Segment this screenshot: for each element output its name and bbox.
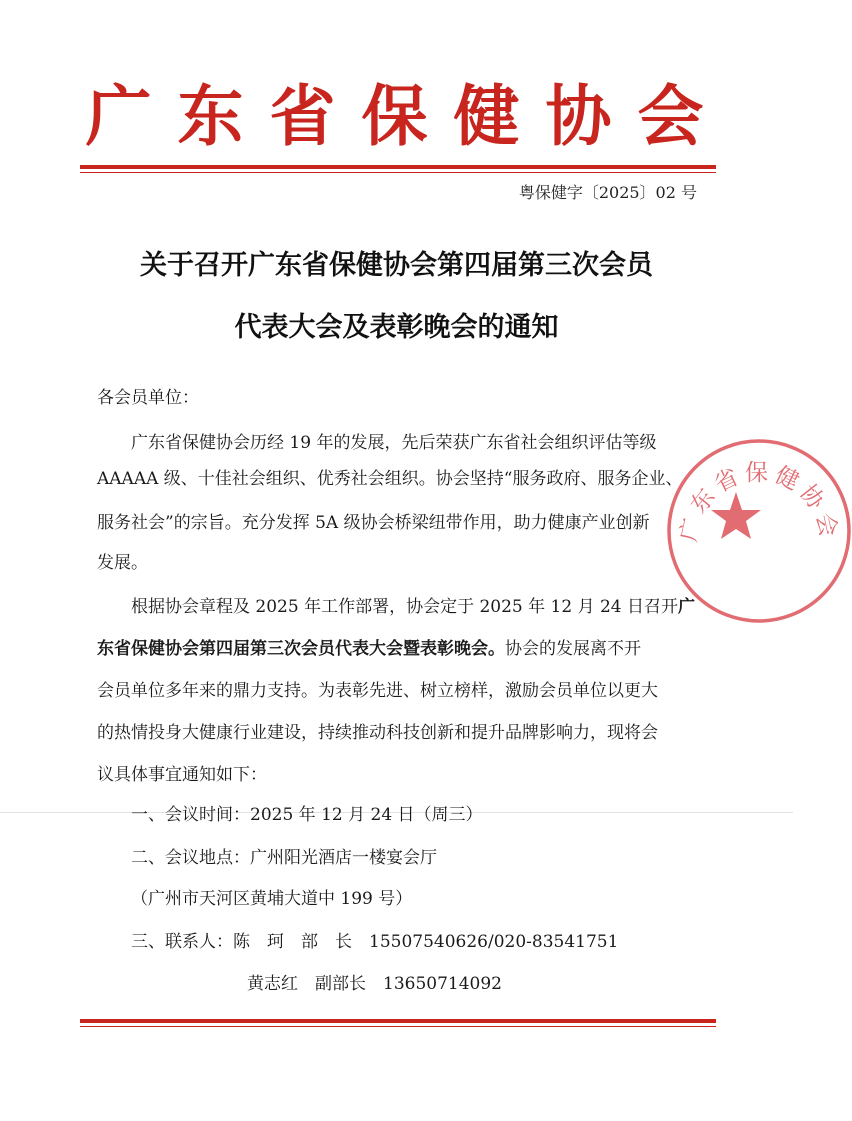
paragraph-1-line-4: 发展。 — [97, 553, 148, 573]
document-title-line-1: 关于召开广东省保健协会第四届第三次会员 — [140, 250, 653, 281]
paragraph-2-line-4: 的热情投身大健康行业建设，持续推动科技创新和提升品牌影响力，现将会 — [97, 723, 658, 743]
salutation: 各会员单位： — [97, 388, 199, 408]
contact-person-1: 三、联系人：陈 珂 部 长 15507540626/020-83541751 — [131, 932, 619, 952]
paragraph-1-line-2: AAAAA 级、十佳社会组织、优秀社会组织。协会坚持“服务政府、服务企业、 — [97, 469, 683, 489]
meeting-time: 一、会议时间：2025 年 12 月 24 日（周三） — [131, 805, 483, 825]
meeting-place: 二、会议地点：广州阳光酒店一楼宴会厅 — [131, 848, 437, 868]
paragraph-2-line-2-text: 协会的发展离不开 — [505, 639, 641, 659]
document-number: 粤保健字〔2025〕02 号 — [518, 183, 697, 202]
paragraph-2-line-1-bold: 广 — [678, 597, 696, 617]
paragraph-2-line-1 — [131, 592, 695, 622]
footer-rule-thin — [80, 1026, 716, 1027]
seal-text: 广东省保健协会 — [675, 460, 843, 544]
header-rule-thin — [80, 172, 716, 173]
meeting-address: （广州市天河区黄埔大道中 199 号） — [131, 889, 413, 909]
paragraph-2-line-1-text: 根据协会章程及 2025 年工作部署，协会定于 2025 年 12 月 24 日召开 — [131, 597, 679, 617]
header-rule-thick — [80, 165, 716, 169]
contact-person-2: 黄志红 副部长 13650714092 — [247, 974, 502, 994]
paragraph-2-line-2-bold: 东省保健协会第四届第三次会员代表大会暨表彰晚会。 — [97, 639, 505, 659]
paragraph-2-line-2 — [97, 634, 641, 664]
paragraph-2-line-5: 议具体事宜通知如下： — [97, 765, 267, 785]
letterhead-title: 广东省保健协会 — [85, 78, 730, 155]
paragraph-1-line-3: 服务社会”的宗旨。充分发挥 5A 级协会桥梁纽带作用，助力健康产业创新 — [97, 513, 650, 533]
document-title-line-2: 代表大会及表彰晚会的通知 — [234, 312, 559, 343]
footer-rule-thick — [80, 1019, 716, 1023]
paragraph-1-line-1: 广东省保健协会历经 19 年的发展，先后荣获广东省社会组织评估等级 — [131, 433, 657, 453]
official-seal — [666, 438, 852, 624]
paragraph-2-line-3: 会员单位多年来的鼎力支持。为表彰先进、树立榜样，激励会员单位以更大 — [97, 681, 658, 701]
